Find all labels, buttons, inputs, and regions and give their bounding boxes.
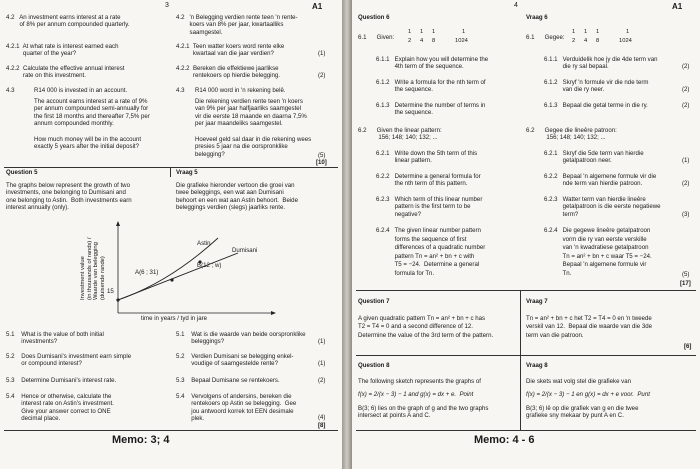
q4-2-2-mark: (2) — [318, 72, 326, 79]
seq-den-1: 2 — [572, 38, 576, 44]
q6-2-4-af: 6.2.4 Die gegewe lineêre getalpatroon vorm die ry van eerste verskille van 'n kwadratiese getalpatroon Tn = an² + bn + c waar T5 = −24. Bepaal 'n algemene formule vir Tn. — [544, 227, 652, 277]
q4-3-ask-en: How much money will be in the account exactly 5 years after the initial deposit? — [34, 136, 142, 151]
q6-1-3-af: 6.1.3 Bepaal die getal terme in die ry. — [544, 102, 648, 109]
q6-2-3-en: 6.2.3 Which term of this linear number pattern is the first term to be negative? — [376, 196, 483, 218]
q6-2-2-mark: (2) — [682, 180, 690, 187]
seq-num-1: 1 — [408, 29, 412, 35]
x-axis-label: time in years / tyd in jare — [141, 315, 208, 322]
question-7-title: Question 7 — [358, 298, 390, 305]
question-6-title: Question 6 — [358, 14, 390, 21]
memo-right: Memo: 4 - 6 — [474, 434, 535, 446]
seq-den-last: 1024 — [455, 38, 468, 44]
seq-num-3: 1 — [432, 29, 436, 35]
divider — [356, 290, 696, 291]
seq-den-2: 4 — [420, 38, 424, 44]
q6-2-2-en: 6.2.2 Determine a general formula for the nth term of this pattern. — [376, 173, 481, 188]
vraag-5-title: Vraag 5 — [176, 169, 198, 176]
q5-1-mark: (1) — [318, 338, 326, 345]
question-8-title: Question 8 — [358, 362, 390, 369]
divider — [4, 430, 338, 431]
q5-2-af: 5.2 Verdien Dumisani se belegging enkel- voudige of saamgestelde rente? — [176, 353, 294, 368]
left-page — [0, 0, 342, 469]
q4-3-body-af: Die rekening verdien rente teen 'n koers van 9% per jaar halfjaarliks saamgestel vir die eerste 18 maande en daarna 7,5% per jaar maandeliks saamgestel. — [195, 98, 307, 128]
q5-intro-en: The graphs below represent the growth of two investments, one belonging to Dumisani and one belonging to Astin. Both investments earn interest annually (only). — [6, 182, 132, 212]
q6-1-2-en: 6.1.2 Write a formula for the nth term of the sequence. — [376, 79, 486, 94]
paper-code: A1 — [672, 2, 683, 11]
q4-2-2-af: 4.2.2 Bereken die effektiewe jaarlikse rentekoers op hierdie belegging. — [176, 65, 280, 80]
page-number: 4 — [514, 2, 518, 9]
q6-2-4-en: 6.2.4 The given linear number pattern forms the sequence of first differences of a quadratic number pattern Tn = an² + bn + c with T5 = −24. Determine a general formula for Tn. — [376, 227, 486, 277]
x-axis-arrow — [271, 311, 276, 315]
q5-3-af: 5.3 Bepaal Dumisane se rentekoers. — [176, 377, 280, 384]
y-intercept-label: 15 — [107, 288, 114, 295]
q4-2-2-en: 4.2.2 Calculate the effective annual interest rate on this investment. — [6, 65, 125, 80]
q5-1-en: 5.1 What is the value of both initial investments? — [6, 331, 104, 346]
seq-den-1: 2 — [408, 38, 412, 44]
q4-2-1-en: 4.2.1 At what rate is interest earned each quarter of the year? — [6, 43, 119, 58]
seq-num-1: 1 — [572, 29, 576, 35]
vraag-7-title: Vraag 7 — [526, 298, 548, 305]
memo-left: Memo: 3; 4 — [112, 434, 170, 446]
dumisani-label: Dumisani — [232, 247, 258, 254]
point-a-label: A(6 ; 31) — [135, 269, 159, 276]
seq-den-3: 8 — [432, 38, 436, 44]
seq-num-last: 1 — [462, 29, 466, 35]
q7-total: [6] — [684, 343, 692, 350]
seq-num-last: 1 — [626, 29, 630, 35]
q5-intro-af: Die grafieke hieronder vertoon die groei van twee beleggings, een wat aan Dumisani behoort en een wat aan Astin behoort. Beide beleggings verdien (slegs) jaarliks rente. — [176, 182, 298, 212]
point-a-marker — [170, 278, 173, 281]
q8-intro-af: Die skets wat volg stel die grafieke van — [526, 378, 631, 385]
y-axis-arrow — [116, 221, 120, 226]
q5-2-en: 5.2 Does Dumisani's investment earn simple or compound interest? — [6, 353, 132, 368]
q7-en: A given quadratic pattern Tn = an² + bn + c has T2 = T4 = 0 and a second difference of 12. Determine the value of the 3rd term of the pattern. — [358, 315, 494, 339]
q4-2-en: 4.2 An investment earns interest at a rate of 8% per annum compounded quarterly. — [6, 14, 130, 29]
q6-2-1-af: 6.2.1 Skryf die 5de term van hierdie getalpatroon neer. — [544, 150, 644, 165]
q4-3-body-en: The account earns interest at a rate of 9% per annum compounded semi-annually for the first 18 months and thereafter 7,5% per annum compounded monthly. — [34, 98, 150, 128]
q6-2-4-mark: (5) — [682, 271, 690, 278]
q4-3-number-en: 4.3 — [6, 87, 15, 94]
q6-1-1-mark: (2) — [682, 63, 690, 70]
q6-2-3-af: 6.2.3 Watter term van hierdie lineêre getalpatroon is die eerste negatiewe term? — [544, 196, 661, 218]
divider — [356, 355, 696, 356]
q6-2-1-mark: (1) — [682, 157, 690, 164]
q4-2-1-mark: (1) — [318, 50, 326, 57]
point-b-label: B(12 ; w) — [197, 262, 222, 269]
q5-1-af: 5.1 Wat is die waarde van beide oorspronklike beleggings? — [176, 331, 306, 346]
vraag-6-title: Vraag 6 — [526, 14, 548, 21]
q8-b-af: B(3; 6) lê op die grafiek van g en die twee grafieke sny mekaar by punt A en C. — [526, 405, 639, 420]
q6-2-en: 6.2 Given the linear pattern: 156; 148; 140; 132; ... — [358, 127, 442, 142]
q4-2-af: 4.2 'n Belegging verdien rente teen 'n rente- koers van 8% per jaar, kwartaalliks saamgestel. — [176, 14, 298, 36]
divider — [170, 167, 171, 177]
divider — [520, 355, 521, 430]
q8-function-en: f(x) = 2/(x − 3) − 1 and g(x) = dx + e. Point — [358, 391, 474, 398]
q5-total: [8] — [318, 422, 326, 429]
page-gutter — [342, 0, 352, 469]
y-intercept-marker — [116, 298, 119, 301]
divider — [520, 290, 521, 355]
vraag-8-title: Vraag 8 — [526, 362, 548, 369]
q7-af: Tn = an² + bn + c het T2 = T4 = 0 en 'n tweede verskil van 12. Bepaal die waarde van die 3de term van die patroon. — [526, 315, 653, 339]
q4-3-mark: (5) — [318, 152, 326, 159]
q4-3-en: R14 000 is invested in an account. — [34, 87, 128, 94]
right-page — [352, 0, 700, 469]
q8-function-af: f(x) = 2/(x − 3) − 1 en g(x) = dx + e voor. Punt — [526, 391, 650, 398]
q6-2-2-af: 6.2.2 Bepaal 'n algemene formule vir die nde term van hierdie patroon. — [544, 173, 657, 188]
q6-2-af: 6.2 Gegee die lineêre patroon: 156; 148; 140; 132; ... — [526, 127, 617, 142]
q5-3-en: 5.3 Determine Dumisani's interest rate. — [6, 377, 117, 384]
seq-num-3: 1 — [596, 29, 600, 35]
q6-1-3-en: 6.1.3 Determine the number of terms in the sequence. — [376, 102, 486, 117]
q5-4-en: 5.4 Hence or otherwise, calculate the interest rate on Astin's investment. Give your answer correct to ONE decimal place. — [6, 393, 114, 423]
q8-intro-en: The following sketch represents the graphs of — [358, 378, 481, 385]
q4-3-number-af: 4.3 — [176, 87, 185, 94]
q6-1-2-mark: (2) — [682, 86, 690, 93]
seq-num-2: 1 — [584, 29, 588, 35]
astin-label: Astin — [197, 240, 211, 247]
q4-3-ask-af: Hoeveel geld sal daar in die rekening wees presies 5 jaar na die oorspronklike belegging? — [195, 136, 312, 158]
divider — [4, 167, 338, 168]
q6-1-3-mark: (2) — [682, 102, 690, 109]
q6-1-given-af: 6.1 Gegee: — [526, 34, 565, 41]
q5-4-mark: (4) — [318, 414, 326, 421]
seq-num-2: 1 — [420, 29, 424, 35]
q6-2-3-mark: (3) — [682, 211, 690, 218]
q6-1-1-af: 6.1.1 Verduidelik hoe jy die 4de term van die ry sal bepaal. — [544, 56, 658, 71]
q4-3-af: R14 000 word in 'n rekening belê. — [195, 87, 286, 94]
q4-total: [10] — [316, 159, 327, 166]
divider — [356, 430, 696, 431]
seq-den-2: 4 — [584, 38, 588, 44]
q6-total: [17] — [680, 280, 691, 287]
y-axis-label: Investment value (in thousands of rands) / Waarde van belegging (duisende rande) — [80, 237, 106, 300]
q6-1-2-af: 6.1.2 Skryf 'n formule vir die nde term van die ry neer. — [544, 79, 649, 94]
q5-3-mark: (2) — [318, 377, 326, 384]
paper-code: A1 — [312, 2, 323, 11]
q8-b-en: B(3; 6) lies on the graph of g and the two graphs intersect at points A and C. — [358, 405, 489, 420]
q5-4-af: 5.4 Vervolgens of andersins, bereken die rentekoers op Astin se belegging. Gee jou antwoord korrek tot EEN desimale plek. — [176, 393, 297, 423]
page-number: 3 — [165, 2, 169, 9]
q4-2-1-af: 4.2.1 Teen watter koers word rente elke kwartaal van die jaar verdien? — [176, 43, 285, 58]
seq-den-3: 8 — [596, 38, 600, 44]
seq-den-last: 1024 — [619, 38, 632, 44]
q6-1-1-en: 6.1.1 Explain how you will determine the 4th term of the sequence. — [376, 56, 489, 71]
question-5-title: Question 5 — [6, 169, 38, 176]
q5-2-mark: (1) — [318, 360, 326, 367]
q6-1-given-en: 6.1 Given: — [358, 34, 395, 41]
q6-2-1-en: 6.2.1 Write down the 5th term of this linear pattern. — [376, 150, 478, 165]
